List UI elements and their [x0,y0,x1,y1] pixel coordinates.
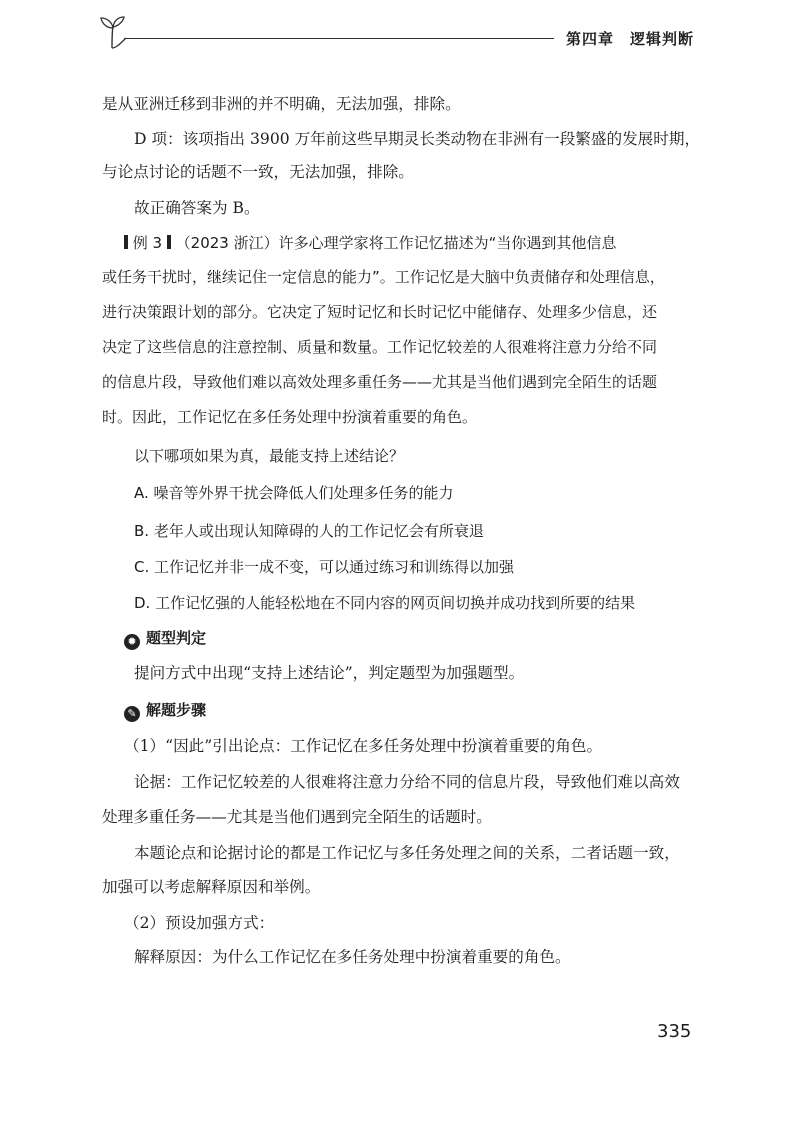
option-c: C. 工作记忆并非一成不变，可以通过练习和训练得以加强 [134,558,515,576]
text-line: 处理多重任务——尤其是当他们遇到完全陌生的话题时。 [102,808,492,826]
text-line: 与论点讨论的话题不一致，无法加强，排除。 [102,163,414,181]
section-heading-steps [124,700,724,722]
option-b: B. 老年人或出现认知障碍的人的工作记忆会有所衰退 [134,522,484,540]
text-line: 提问方式中出现“支持上述结论”，判定题型为加强题型。 [134,664,525,682]
chapter-heading [566,28,694,49]
text-line: 是从亚洲迁移到非洲的并不明确，无法加强，排除。 [102,95,461,113]
marker-bar [167,235,171,249]
option-a: A. 噪音等外界干扰会降低人们处理多任务的能力 [134,484,454,502]
page-header [98,14,718,54]
text-line: 解释原因：为什么工作记忆在多任务处理中扮演着重要的角色。 [134,948,571,966]
question-text: 的信息片段，导致他们难以高效处理多重任务——尤其是当他们遇到完全陌生的话题 [102,373,658,391]
sprout-icon [98,14,128,50]
example-question-line [124,233,724,253]
text-line: 本题论点和论据讨论的都是工作记忆与多任务处理之间的关系，二者话题一致， [134,844,680,862]
question-text: （2023 浙江）许多心理学家将工作记忆描述为“当你遇到其他信息 [175,234,617,252]
question-text: 时。因此，工作记忆在多任务处理中扮演着重要的角色。 [102,408,478,426]
section-title: 题型判定 [146,629,207,647]
question-text: 进行决策跟计划的部分。它决定了短时记忆和长时记忆中能储存、处理多少信息，还 [102,303,658,321]
marker-bar [124,235,128,249]
question-text: 决定了这些信息的注意控制、质量和数量。工作记忆较差的人很难将注意力分给不同 [102,338,658,356]
page-number: 335 [657,1021,692,1042]
question-prompt: 以下哪项如果为真，最能支持上述结论？ [134,447,405,465]
text-line: 故正确答案为 B。 [134,199,260,217]
option-d: D. 工作记忆强的人能轻松地在不同内容的网页间切换并成功找到所要的结果 [134,594,636,612]
chapter-number: 第四章 [566,30,615,48]
text-line: （1）“因此”引出论点：工作记忆在多任务处理中扮演着重要的角色。 [124,737,603,755]
example-label: 例 3 [132,234,163,252]
text-line: D 项：该项指出 3900 万年前这些早期灵长类动物在非洲有一段繁盛的发展时期， [134,130,701,148]
question-text: 或任务干扰时，继续记住一定信息的能力”。工作记忆是大脑中负责储存和处理信息， [102,268,665,286]
sun-icon: ✹ [124,634,140,650]
section-heading-judge [124,628,724,650]
pencil-icon: ✎ [124,706,140,722]
text-line: （2）预设加强方式： [124,914,275,932]
header-rule [124,38,554,39]
text-line: 加强可以考虑解释原因和举例。 [102,878,321,896]
text-line: 论据：工作记忆较差的人很难将注意力分给不同的信息片段，导致他们难以高效 [134,773,680,791]
chapter-title: 逻辑判断 [630,30,695,48]
section-title: 解题步骤 [146,701,207,719]
